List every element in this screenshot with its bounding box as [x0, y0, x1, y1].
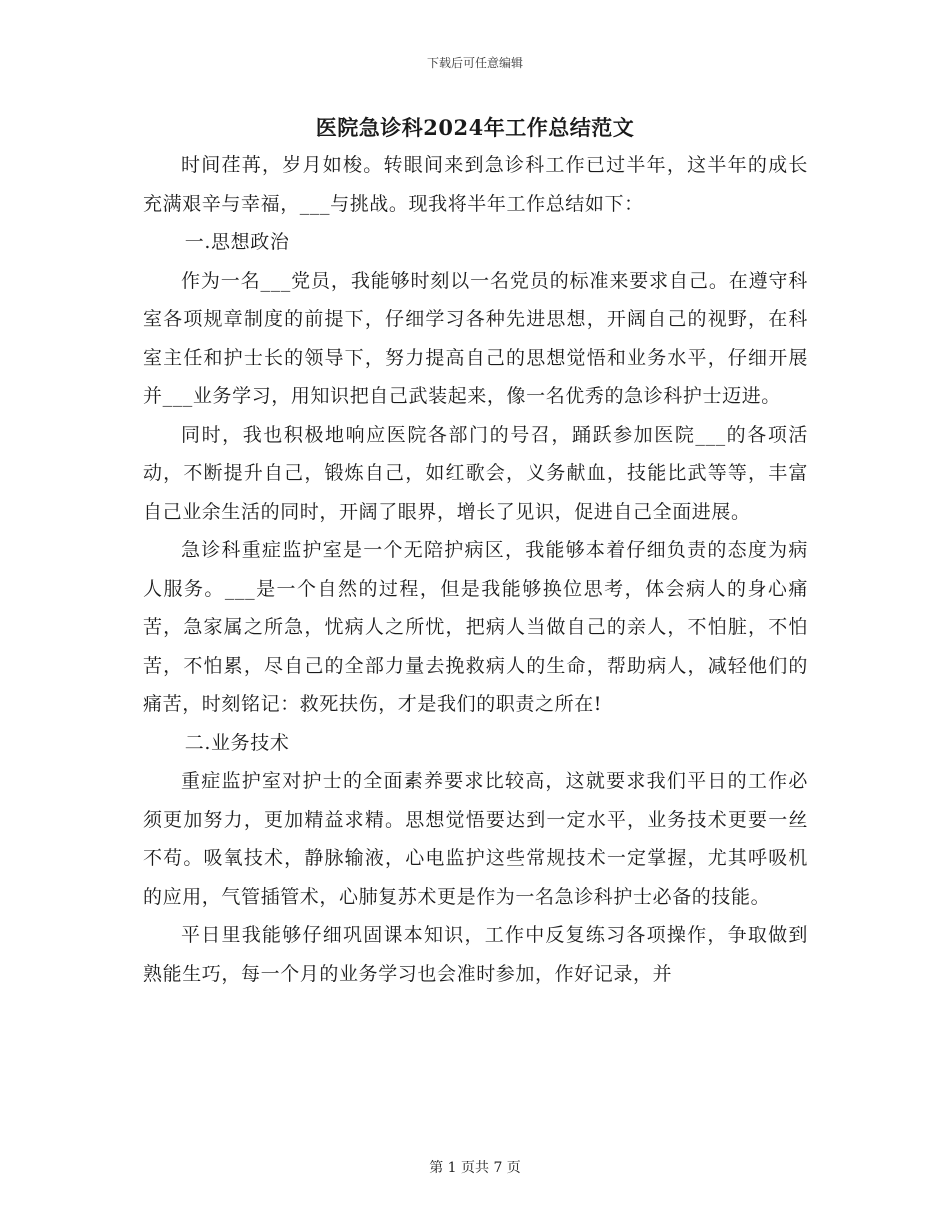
paragraph-study: 平日里我能够仔细巩固课本知识，工作中反复练习各项操作，争取做到熟能生巧，每一个月的业务学习也会准时参加，作好记录，并 — [143, 924, 808, 985]
paragraph-intro: 时间荏苒，岁月如梭。转眼间来到急诊科工作已过半年，这半年的成长充满艰辛与幸福，___与挑战。现我将半年工作总结如下： — [143, 154, 808, 215]
paragraph-party-member: 作为一名___党员，我能够时刻以一名党员的标准来要求自己。在遵守科室各项规章制度的前提下，仔细学习各种先进思想，开阔自己的视野，在科室主任和护士长的领导下，努力提高自己的思想觉悟和业务水平，仔细开展并___业务学习，用知识把自己武装起来，像一名优秀的急诊科护士迈进。 — [143, 269, 808, 407]
document-title: 医院急诊科2024年工作总结范文 — [315, 115, 635, 140]
document-body — [143, 146, 808, 993]
section-heading-skills: 二.业务技术 — [184, 731, 290, 754]
section-heading-ideology: 一.思想政治 — [184, 231, 290, 253]
header-note: 下载后可任意编辑 — [426, 56, 523, 70]
paragraph-skills: 重症监护室对护士的全面素养要求比较高，这就要求我们平日的工作必须更加努力，更加精益求精。思想觉悟要达到一定水平，业务技术更要一丝不苟。吸氧技术，静脉输液，心电监护这些常规技术一定掌握，尤其呼吸机的应用，气管插管术，心肺复苏术更是作为一名急诊科护士必备的技能。 — [143, 770, 808, 908]
page-number: 第 1 页共 7 页 — [429, 1160, 521, 1176]
paragraph-activities: 同时，我也积极地响应医院各部门的号召，踊跃参加医院___的各项活动，不断提升自己，锻炼自己，如红歌会，义务献血，技能比武等等，丰富自己业余生活的同时，开阔了眼界，增长了见识，促进自己全面进展。 — [143, 423, 808, 523]
paragraph-icu-service: 急诊科重症监护室是一个无陪护病区，我能够本着仔细负责的态度为病人服务。___是一个自然的过程，但是我能够换位思考，体会病人的身心痛苦，急家属之所急，忧病人之所忧，把病人当做自己的亲人，不怕脏，不怕苦，不怕累，尽自己的全部力量去挽救病人的生命，帮助病人，减轻他们的痛苦，时刻铭记：救死扶伤，才是我们的职责之所在! — [143, 539, 808, 715]
